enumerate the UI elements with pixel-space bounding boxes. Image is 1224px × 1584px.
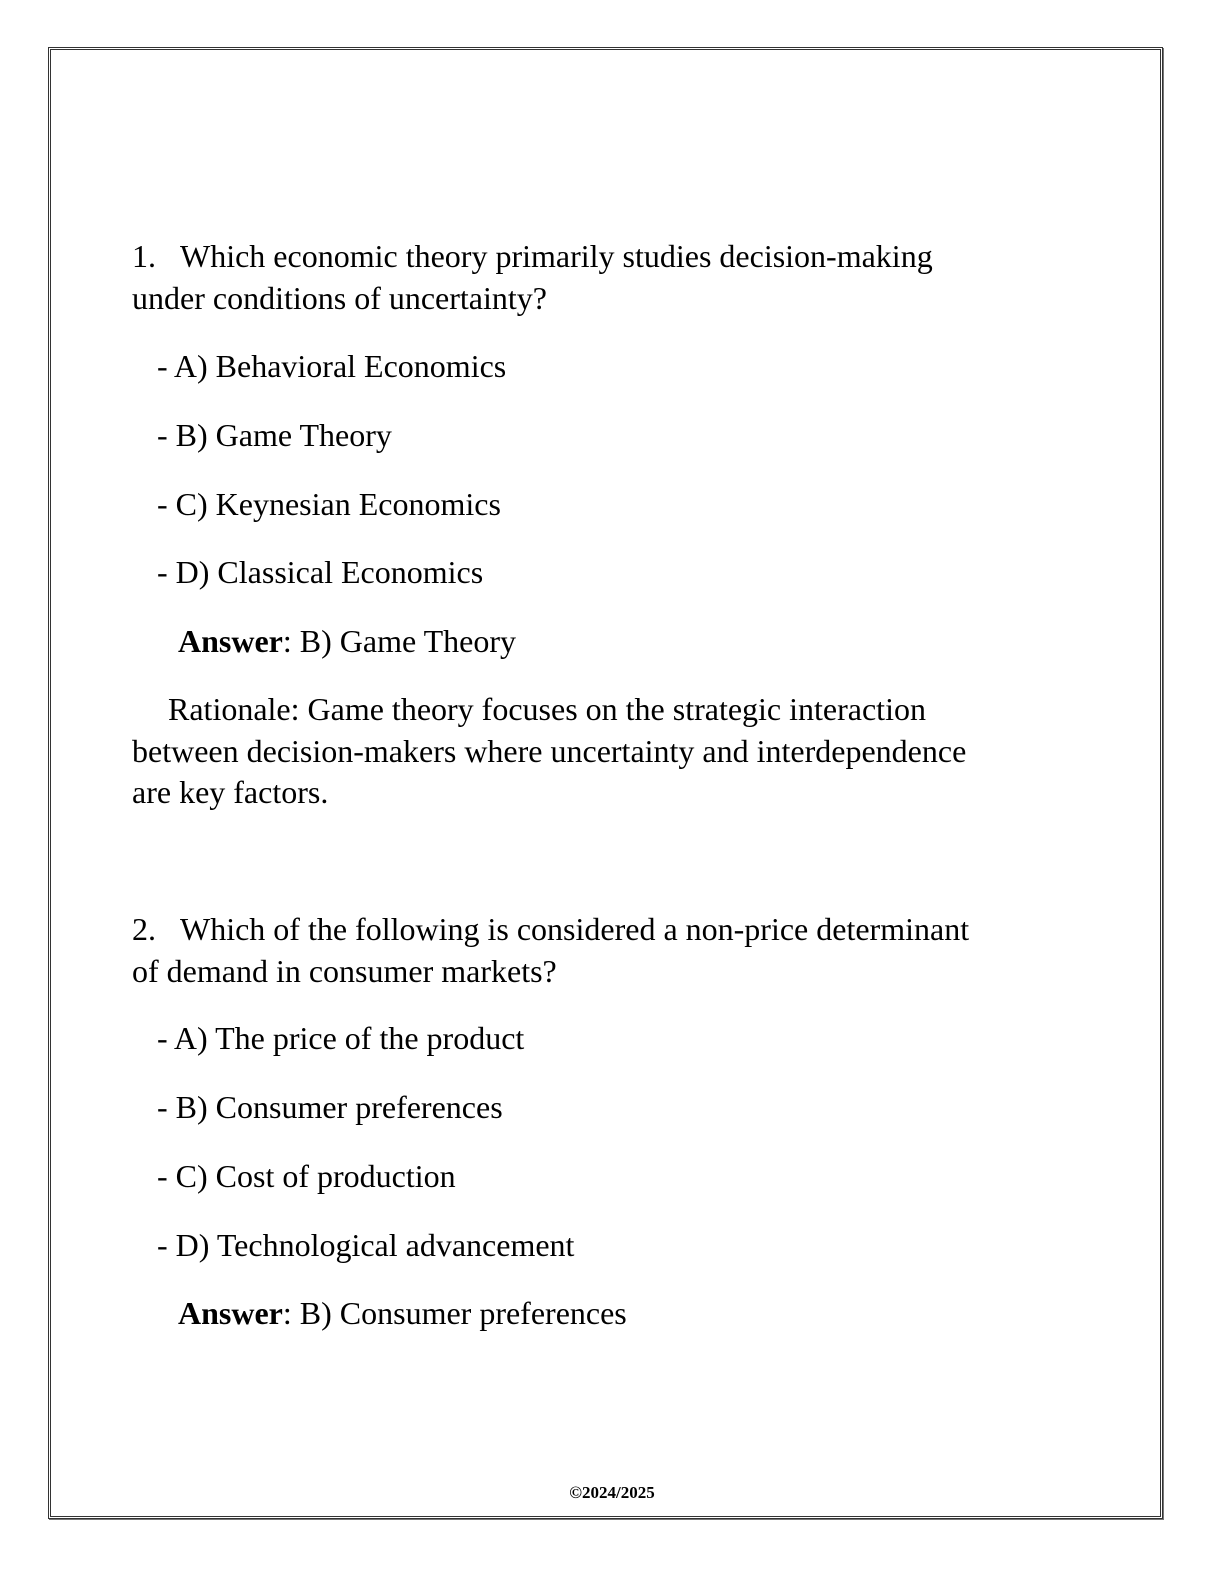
question-2-answer-value: : B) Consumer preferences <box>282 1295 627 1331</box>
question-2-number: 2. <box>132 911 156 947</box>
question-2-option-d: - D) Technological advancement <box>157 1227 575 1263</box>
question-2-answer-label: Answer <box>178 1295 283 1331</box>
question-1-answer-label: Answer <box>178 623 283 659</box>
question-1-text-line-1: Which economic theory primarily studies decision-making <box>180 238 933 274</box>
question-1-rationale-line-2: between decision-makers where uncertainty and interdependence <box>132 733 967 769</box>
question-1-text-line-2: under conditions of uncertainty? <box>132 280 547 316</box>
question-1-option-b: - B) Game Theory <box>157 417 392 453</box>
question-2-option-b: - B) Consumer preferences <box>157 1089 503 1125</box>
question-2-answer <box>178 1293 627 1333</box>
question-2-text-line-1: Which of the following is considered a non-price determinant <box>180 911 970 947</box>
question-1-option-a: - A) Behavioral Economics <box>157 348 507 384</box>
question-1-rationale-line-1: Rationale: Game theory focuses on the strategic interaction <box>168 691 926 727</box>
question-2-option-a: - A) The price of the product <box>157 1020 525 1056</box>
footer-copyright: ©2024/2025 <box>569 1483 655 1502</box>
question-1-option-c: - C) Keynesian Economics <box>157 486 501 522</box>
question-1-answer-value: : B) Game Theory <box>282 623 516 659</box>
question-2-option-c: - C) Cost of production <box>157 1158 456 1194</box>
question-1-rationale-line-3: are key factors. <box>132 774 329 810</box>
question-2-text-line-2: of demand in consumer markets? <box>132 953 557 989</box>
question-1-number: 1. <box>132 238 156 274</box>
question-1-option-d: - D) Classical Economics <box>157 554 484 590</box>
question-2-line-1 <box>132 908 969 950</box>
question-1-line-1 <box>132 235 933 277</box>
question-1-answer <box>178 621 516 661</box>
